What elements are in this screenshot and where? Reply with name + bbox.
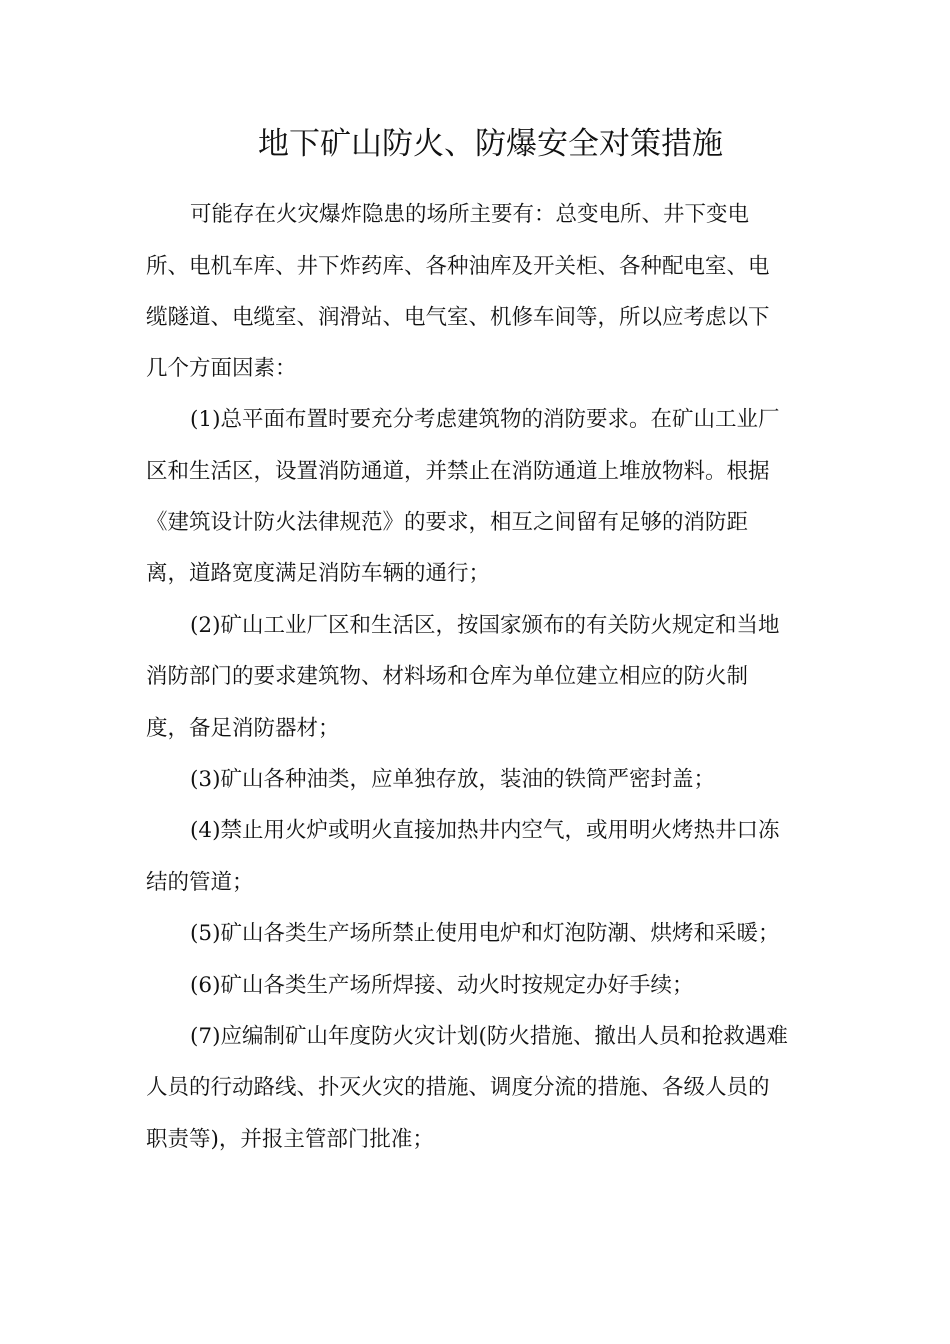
document-title: 地下矿山防火、防爆安全对策措施 xyxy=(258,126,723,162)
text-line: 消防部门的要求建筑物、材料场和仓库为单位建立相应的防火制 xyxy=(146,664,749,689)
text-line: 人员的行动路线、扑灭火灾的措施、调度分流的措施、各级人员的 xyxy=(146,1075,770,1100)
text-line: 度，备足消防器材； xyxy=(146,716,340,741)
text-line: (7)应编制矿山年度防火灾计划(防火措施、撤出人员和抢救遇难 xyxy=(190,1024,788,1049)
text-line: 缆隧道、电缆室、润滑站、电气室、机修车间等，所以应考虑以下 xyxy=(146,305,770,330)
text-line: 所、电机车库、井下炸药库、各种油库及开关柜、各种配电室、电 xyxy=(146,254,770,279)
text-line: 《建筑设计防火法律规范》的要求，相互之间留有足够的消防距 xyxy=(146,510,749,535)
text-line: (5)矿山各类生产场所禁止使用电炉和灯泡防潮、烘烤和采暖； xyxy=(190,921,780,946)
text-line: (6)矿山各类生产场所焊接、动火时按规定办好手续； xyxy=(190,973,694,998)
text-line: (1)总平面布置时要充分考虑建筑物的消防要求。在矿山工业厂 xyxy=(190,407,780,432)
text-line: 区和生活区，设置消防通道，并禁止在消防通道上堆放物料。根据 xyxy=(146,459,770,484)
text-line: 结的管道； xyxy=(146,870,254,895)
text-line: 几个方面因素： xyxy=(146,356,297,381)
text-line: 职责等)，并报主管部门批准； xyxy=(146,1127,434,1152)
text-line: (2)矿山工业厂区和生活区，按国家颁布的有关防火规定和当地 xyxy=(190,613,780,638)
text-line: (4)禁止用火炉或明火直接加热井内空气，或用明火烤热井口冻 xyxy=(190,818,780,843)
text-line: (3)矿山各种油类，应单独存放，装油的铁筒严密封盖； xyxy=(190,767,715,792)
text-line: 可能存在火灾爆炸隐患的场所主要有：总变电所、井下变电 xyxy=(190,202,750,227)
text-line: 离，道路宽度满足消防车辆的通行； xyxy=(146,561,491,586)
